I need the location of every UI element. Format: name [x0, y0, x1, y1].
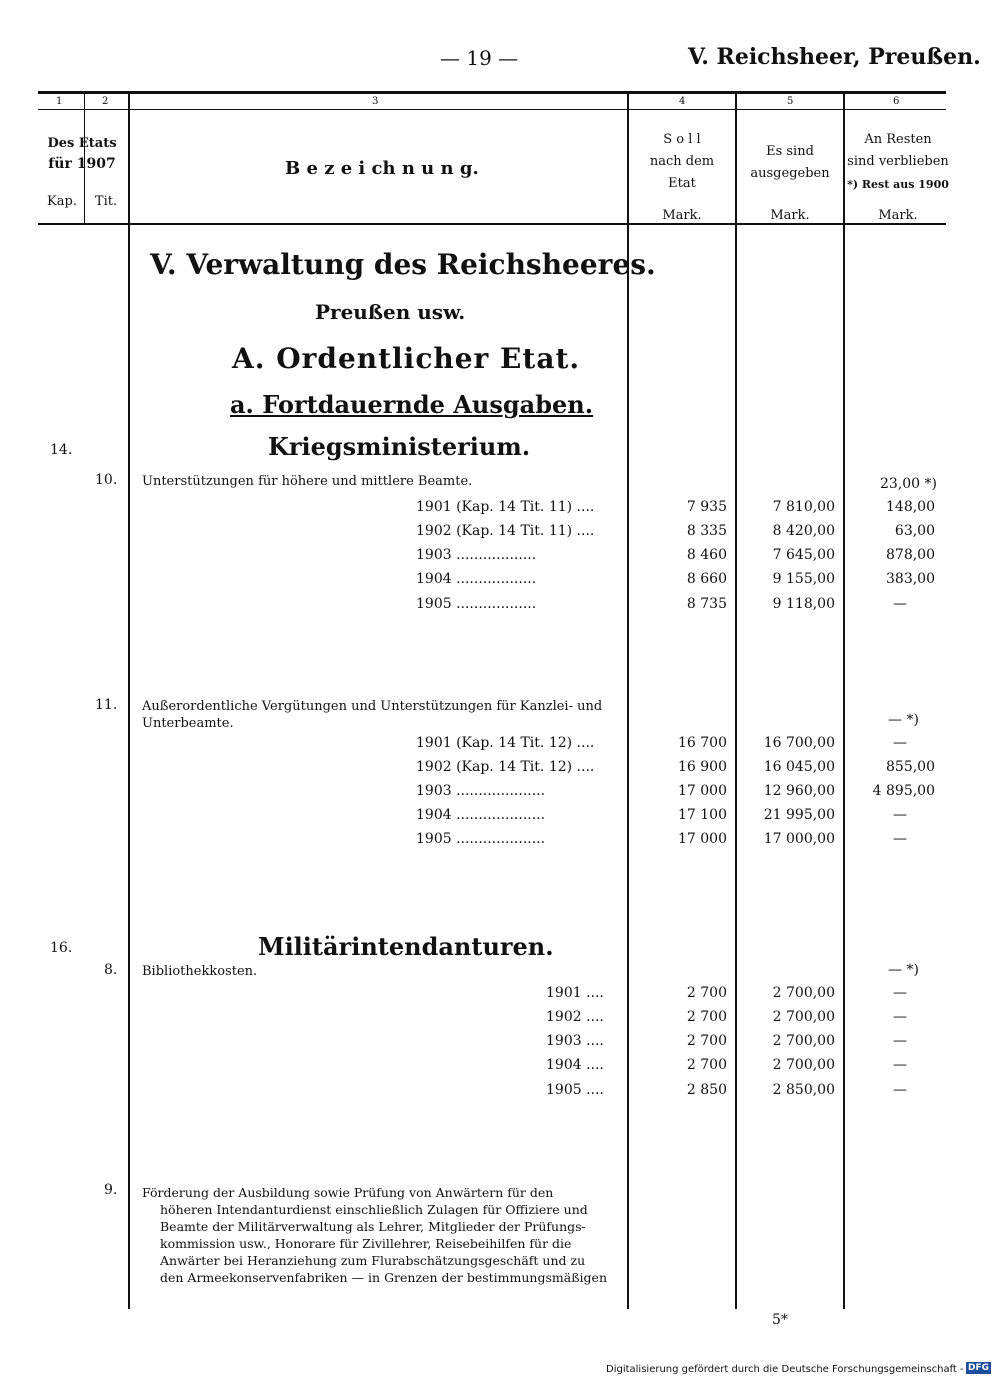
row-year: 1905 ....	[546, 1082, 604, 1098]
row-year: 1901 ....	[546, 985, 604, 1001]
row-ausg: 17 000,00	[763, 831, 835, 847]
row-rest: —	[893, 1009, 907, 1025]
row-soll: 2 700	[686, 1057, 727, 1073]
head-tit: Tit.	[94, 194, 118, 209]
title-preussen: Preußen usw.	[315, 300, 466, 324]
digitization-credit: Digitalisierung gefördert durch die Deutsche Forschungsgemeinschaft -	[606, 1364, 964, 1375]
row-year: 1905 ..................	[416, 596, 537, 612]
head-ausg-2: ausgegeben	[750, 166, 830, 181]
head-soll-2: nach dem	[649, 154, 715, 169]
tit-11-label: 11.	[95, 697, 118, 713]
row-ausg: 16 045,00	[763, 759, 835, 775]
row-rest: 383,00	[886, 571, 935, 587]
head-kap: Kap.	[47, 194, 77, 209]
head-rest-1: An Resten	[864, 132, 932, 147]
head-soll-1: S o l l	[663, 132, 701, 147]
colnum-5: 5	[787, 96, 794, 107]
row-rest: —	[893, 1033, 907, 1049]
head-ausg-1: Es sind	[766, 144, 814, 159]
head-rest-2: sind verblieben	[847, 154, 949, 169]
row-rest: —	[893, 1082, 907, 1098]
colnum-2: 2	[102, 96, 109, 107]
row-rest: 855,00	[886, 759, 935, 775]
head-rest-3: *) Rest aus 1900	[847, 178, 949, 191]
colnum-1: 1	[56, 96, 63, 107]
row-year: 1904 ..................	[416, 571, 537, 587]
tit-11-text-2: Unterbeamte.	[142, 716, 234, 731]
title-kriegsministerium: Kriegsministerium.	[268, 432, 531, 461]
row-year: 1904 ....................	[416, 807, 546, 823]
row-soll: 2 700	[686, 1009, 727, 1025]
colnum-4: 4	[679, 96, 686, 107]
page-number: — 19 —	[440, 46, 519, 70]
row-year: 1903 ....	[546, 1033, 604, 1049]
row-ausg: 9 155,00	[772, 571, 835, 587]
row-soll: 8 335	[686, 523, 727, 539]
row-ausg: 7 645,00	[772, 547, 835, 563]
head-rest-mark: Mark.	[878, 208, 918, 223]
row-year: 1902 (Kap. 14 Tit. 11) ....	[416, 523, 595, 539]
row-ausg: 12 960,00	[763, 783, 835, 799]
row-ausg: 21 995,00	[763, 807, 835, 823]
row-year: 1902 (Kap. 14 Tit. 12) ....	[416, 759, 595, 775]
tit-9-line: Förderung der Ausbildung sowie Prüfung von Anwärtern für den	[142, 1185, 554, 1200]
col-divider-tit	[128, 91, 130, 1309]
row-ausg: 7 810,00	[772, 499, 835, 515]
colnum-6: 6	[893, 96, 900, 107]
row-soll: 17 100	[678, 807, 727, 823]
kap-16-label: 16.	[50, 940, 73, 956]
row-soll: 8 660	[686, 571, 727, 587]
title-verwaltung: V. Verwaltung des Reichsheeres.	[150, 248, 656, 281]
row-rest: —	[893, 807, 907, 823]
row-soll: 7 935	[686, 499, 727, 515]
signature-mark: 5*	[772, 1312, 788, 1328]
row-year: 1904 ....	[546, 1057, 604, 1073]
row-soll: 8 460	[686, 547, 727, 563]
head-etats-1: Des Etats	[47, 136, 117, 151]
row-ausg: 2 700,00	[772, 1057, 835, 1073]
colnum-3: 3	[372, 96, 379, 107]
row-rest: —	[893, 831, 907, 847]
row-soll: 8 735	[686, 596, 727, 612]
head-bezeichnung: B e z e i ch n u n g.	[285, 158, 479, 179]
row-rest: 63,00	[894, 523, 935, 539]
row-rest: —	[893, 1057, 907, 1073]
tit-9-line: den Armeekonservenfabriken — in Grenzen der bestimmungsmäßigen	[160, 1270, 607, 1285]
row-ausg: 2 700,00	[772, 985, 835, 1001]
col-divider-ausg	[735, 91, 737, 1309]
row-year: 1901 (Kap. 14 Tit. 12) ....	[416, 735, 595, 751]
kap-14-label: 14.	[50, 442, 73, 458]
row-year: 1901 (Kap. 14 Tit. 11) ....	[416, 499, 595, 515]
row-year: 1902 ....	[546, 1009, 604, 1025]
row-soll: 16 700	[678, 735, 727, 751]
row-ausg: 2 700,00	[772, 1033, 835, 1049]
row-soll: 2 700	[686, 1033, 727, 1049]
row-rest: 878,00	[886, 547, 935, 563]
row-ausg: 9 118,00	[772, 596, 835, 612]
tit-10-text: Unterstützungen für höhere und mittlere Beamte.	[142, 474, 473, 489]
tit-8-rest1900: — *)	[888, 962, 919, 978]
tit-9-line: höheren Intendanturdienst einschließlich Zulagen für Offiziere und	[160, 1202, 588, 1217]
row-ausg: 2 850,00	[772, 1082, 835, 1098]
row-rest: —	[893, 735, 907, 751]
dfg-logo: DFG	[968, 1363, 990, 1373]
tit-9-line: Anwärter bei Heranziehung zum Flurabschätzungsgeschäft und zu	[160, 1253, 586, 1268]
tit-11-rest1900: — *)	[888, 712, 919, 728]
tit-9-line: Beamte der Militärverwaltung als Lehrer, Mitglieder der Prüfungs-	[160, 1219, 586, 1234]
row-rest: 148,00	[886, 499, 935, 515]
title-fortdauernde: a. Fortdauernde Ausgaben.	[230, 390, 594, 419]
head-ausg-mark: Mark.	[770, 208, 810, 223]
tit-11-text-1: Außerordentliche Vergütungen und Unterstützungen für Kanzlei- und	[142, 699, 603, 714]
tit-10-rest1900: 23,00 *)	[880, 476, 937, 492]
head-etats-2: für 1907	[48, 156, 116, 172]
tit-10-label: 10.	[95, 472, 118, 488]
row-soll: 2 850	[686, 1082, 727, 1098]
title-militaerintendanturen: Militärintendanturen.	[258, 932, 554, 961]
head-soll-mark: Mark.	[662, 208, 702, 223]
tit-9-line: kommission usw., Honorare für Zivillehrer, Reisebeihilfen für die	[160, 1236, 572, 1251]
row-soll: 16 900	[678, 759, 727, 775]
row-rest: —	[893, 985, 907, 1001]
row-rest: 4 895,00	[872, 783, 935, 799]
tit-8-text: Bibliothekkosten.	[142, 964, 258, 979]
row-ausg: 2 700,00	[772, 1009, 835, 1025]
row-soll: 2 700	[686, 985, 727, 1001]
tit-8-label: 8.	[104, 962, 118, 978]
header-rule	[38, 109, 946, 110]
row-soll: 17 000	[678, 783, 727, 799]
running-title: V. Reichsheer, Preußen.	[688, 44, 981, 70]
col-divider-rest	[843, 91, 845, 1309]
row-ausg: 8 420,00	[772, 523, 835, 539]
row-year: 1903 ..................	[416, 547, 537, 563]
row-year: 1905 ....................	[416, 831, 546, 847]
row-ausg: 16 700,00	[763, 735, 835, 751]
top-rule	[38, 91, 946, 94]
title-ordentlicher: A. Ordentlicher Etat.	[232, 342, 581, 375]
row-soll: 17 000	[678, 831, 727, 847]
head-soll-3: Etat	[668, 176, 696, 191]
tit-9-label: 9.	[104, 1182, 118, 1198]
row-rest: —	[893, 596, 907, 612]
row-year: 1903 ....................	[416, 783, 546, 799]
